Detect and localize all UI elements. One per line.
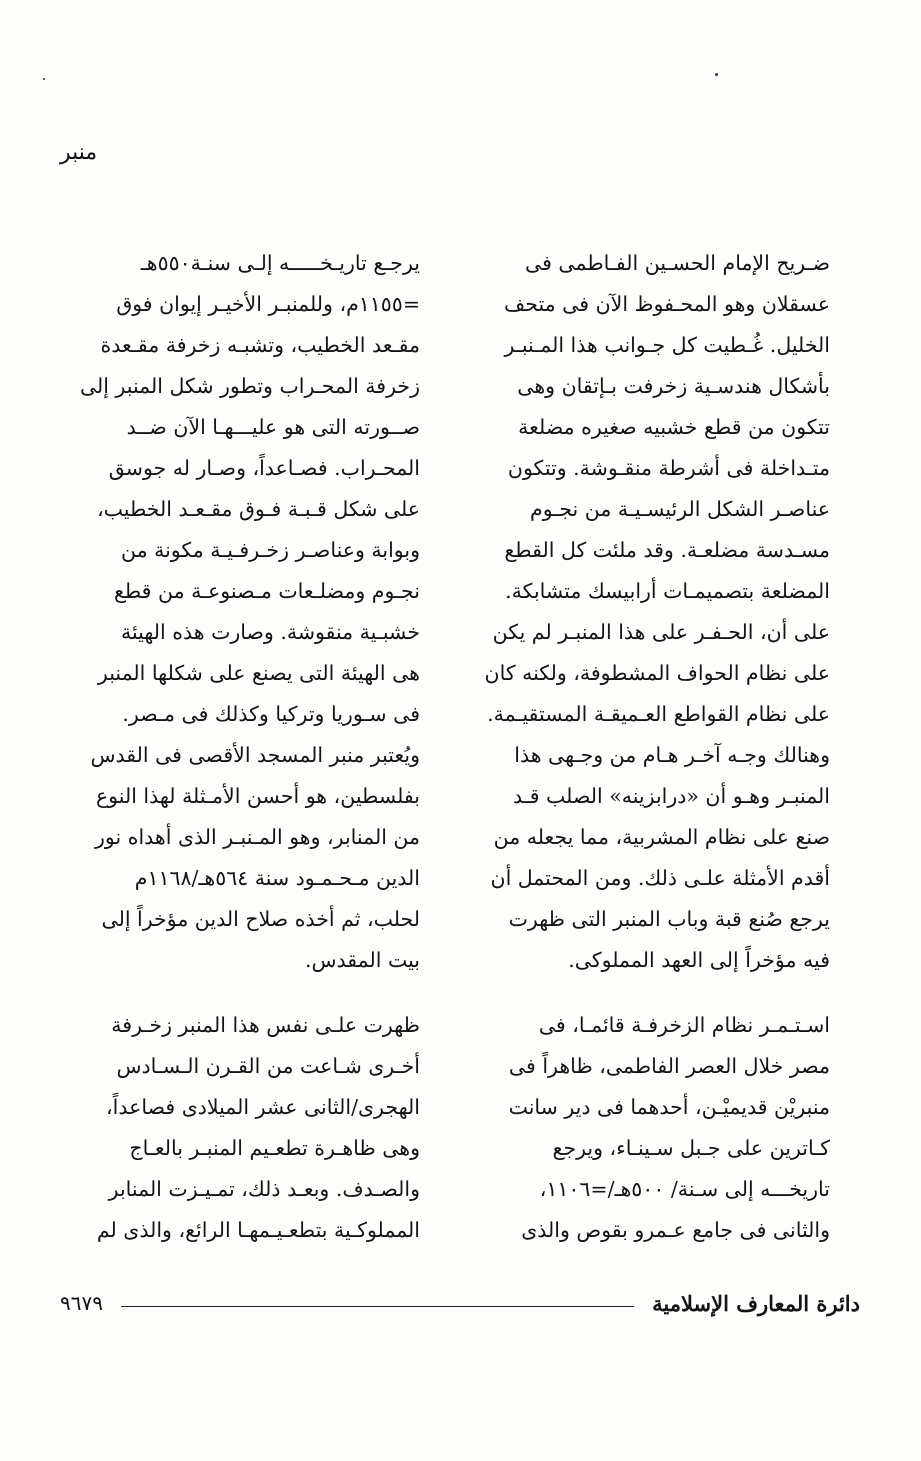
text-line: مسـدسة مضلعـة. وقد ملئت كل القطع — [504, 538, 830, 562]
text-line: الدين مـحـمـود سنة ٥٦٤هـ/١١٦٨م — [134, 866, 420, 890]
paragraph — [60, 243, 420, 981]
paragraph — [478, 243, 830, 981]
text-line: مصر خلال العصر الفاطمى، ظاهراً فى — [508, 1054, 830, 1078]
text-line: صــورته التى هو عليـــهـا الآن ضــد — [126, 415, 420, 439]
text-line: فيه مؤخراً إلى العهد المملوكى. — [568, 948, 830, 972]
text-line: والثانى فى جامع عـمرو بقوص والذى — [521, 1218, 830, 1242]
text-line: ضـريح الإمام الحسـين الفـاطمى فى — [525, 251, 830, 275]
scan-speck — [715, 73, 718, 76]
text-line: يرجـع تاريـخـــــه إلـى سنـة٥٥٠هـ — [140, 251, 420, 275]
text-line: خشبـية منقوشة. وصارت هذه الهيئة — [120, 620, 420, 644]
text-line: الخليل. غُـطيت كل جـوانب هذا المـنبـر — [504, 333, 830, 357]
text-line: وبوابة وعناصـر زخـرفـيـة مكونة من — [121, 538, 420, 562]
text-line: وهى ظاهـرة تطعـيم المنبـر بالعـاج — [129, 1136, 420, 1160]
text-line: لحلب، ثم أخذه صلاح الدين مؤخراً إلى — [101, 907, 420, 931]
text-line: زخرفة المحـراب وتطور شكل المنبر إلى — [79, 374, 420, 398]
text-line: كـاترين على جـبل سـينـاء، ويرجع — [552, 1136, 830, 1160]
text-line: يرجع صُنع قبة وباب المنبر التى ظهرت — [508, 907, 830, 931]
text-line: منبريْن قديميْـن، أحدهما فى دير سانت — [508, 1095, 830, 1119]
scan-speck — [43, 78, 45, 80]
text-line: اسـتـمـر نظام الزخرفـة قائمـا، فى — [538, 1013, 830, 1037]
text-line: بأشكال هندسـية زخرفت بـإتقان وهى — [517, 374, 830, 398]
text-line: عناصـر الشكل الرئيسـيـة من نجـوم — [530, 497, 830, 521]
text-line: ظهرت علـى نفس هذا المنبر زخـرفة — [111, 1013, 420, 1037]
text-line: المملوكـية بتطعـيـمهـا الرائع، والذى لم — [96, 1218, 420, 1242]
text-line: بيت المقدس. — [304, 948, 420, 972]
text-line: ويُعتبر منبر المسجد الأقصى فى القدس — [90, 743, 420, 767]
text-line: عسقلان وهو المحـفوظ الآن فى متحف — [504, 292, 830, 316]
right-text-column — [478, 243, 830, 1251]
text-line: صنع على نظام المشربية، مما يجعله من — [493, 825, 830, 849]
text-line: بفلسطين، هو أحسن الأمـثلة لهذا النوع — [95, 784, 420, 808]
text-line: هى الهيئة التى يصنع على شكلها المنبر — [97, 661, 420, 685]
footer-rule — [121, 1306, 634, 1307]
footer-title: دائرة المعارف الإسلامية — [652, 1290, 860, 1316]
text-line: نجـوم ومضلـعات مـصنوعـة من قطع — [113, 579, 420, 603]
text-line: تاريخـــه إلى سـنة/ ٥٠٠هـ/=١١٠٦، — [539, 1177, 830, 1201]
text-line: أخـرى شـاعت من القـرن الـسـادس — [116, 1054, 420, 1078]
text-line: من المنابر، وهو المـنبـر الذى أهداه نور — [95, 825, 420, 849]
text-line: الهجرى/الثانى عشر الميلادى فصاعداً، — [106, 1095, 420, 1119]
text-line: المحـراب. فصـاعداً، وصـار له جوسق — [108, 456, 420, 480]
text-line: والصـدف. وبعـد ذلك، تمـيـزت المنابر — [108, 1177, 420, 1201]
text-line: المنبـر وهـو أن «درابزينه» الصلب قـد — [512, 784, 830, 808]
text-line: على نظام القواطع العـميقـة المستقيـمة. — [487, 702, 830, 726]
text-line: على أن، الحـفـر على هذا المنبـر لم يكن — [492, 620, 830, 644]
text-line: المضلعة بتصميمـات أرابيسك متشابكة. — [505, 579, 830, 603]
page-number: ٩٦٧٩ — [60, 1291, 103, 1315]
paragraph — [478, 1005, 830, 1251]
left-text-column — [60, 243, 420, 1251]
text-line: وهنالك وجـه آخـر هـام من وجـهى هذا — [514, 743, 830, 767]
text-line: على شكل قـبـة فـوق مقـعـد الخطيب، — [97, 497, 420, 521]
text-line: =١١٥٥م، وللمنبـر الأخيـر إيوان فوق — [116, 292, 420, 316]
text-line: تتكون من قطع خشبيه صغيره مضلعة — [518, 415, 830, 439]
text-line: مقـعد الخطيب، وتشبـه زخرفة مقـعدة — [100, 333, 420, 357]
page-footer — [60, 1283, 860, 1323]
text-line: على نظام الحواف المشطوفة، ولكنه كان — [484, 661, 830, 685]
text-line: أقدم الأمثلة علـى ذلك. ومن المحتمل أن — [490, 866, 830, 890]
running-header: منبر — [60, 140, 98, 165]
text-line: متـداخلة فى أشرطة منقـوشة. وتتكون — [507, 456, 830, 480]
paragraph — [60, 1005, 420, 1251]
text-line: فى سـوريا وتركيا وكذلك فى مـصر. — [122, 702, 420, 726]
